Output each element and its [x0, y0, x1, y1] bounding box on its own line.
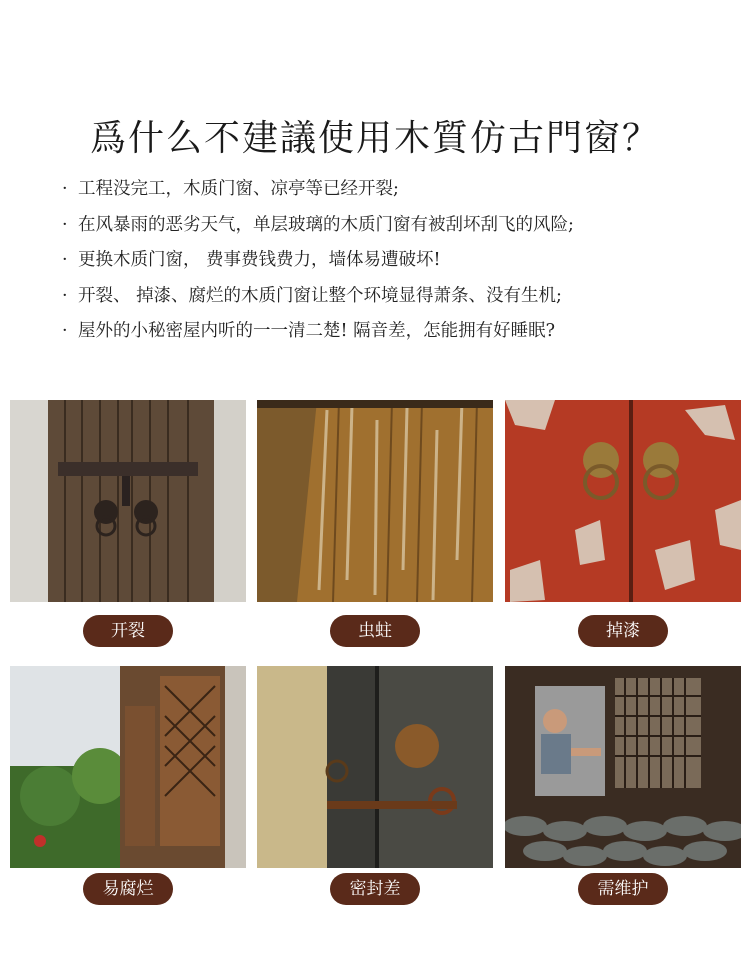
list-item: [62, 243, 722, 279]
label-paint-peeling: 掉漆: [578, 615, 668, 647]
list-item-text: 开裂、 掉漆、腐烂的木质门窗让整个环境显得萧条、没有生机;: [78, 285, 562, 306]
maintenance-window-photo: [505, 666, 741, 868]
poor-seal-door-photo: [257, 666, 493, 868]
bullet-marker: ·: [62, 250, 68, 270]
bullet-marker: ·: [62, 321, 68, 341]
label-rot-prone: 易腐烂: [83, 873, 173, 905]
bullet-marker: ·: [62, 179, 68, 199]
label-insect-damage: 虫蛀: [330, 615, 420, 647]
page-title: 爲什么不建議使用木質仿古門窗？: [89, 118, 660, 160]
rotting-window-photo: [10, 666, 246, 868]
label-poor-seal: 密封差: [330, 873, 420, 905]
list-item-text: 在风暴雨的恶劣天气，单层玻璃的木质门窗有被刮坏刮飞的风险;: [78, 214, 574, 235]
bullet-marker: ·: [62, 285, 68, 306]
list-item: [62, 279, 722, 315]
label-needs-maintenance: 需维护: [578, 873, 668, 905]
peeling-paint-door-photo: [505, 400, 741, 602]
cracked-door-photo: [10, 400, 246, 602]
list-item-text: 屋外的小秘密屋内听的一一清二楚! 隔音差，怎能拥有好睡眠?: [78, 321, 555, 341]
bullet-marker: ·: [62, 214, 68, 235]
list-item-text: 工程没完工，木质门窗、凉亭等已经开裂;: [78, 179, 399, 199]
insect-damaged-wood-photo: [257, 400, 493, 602]
list-item-text: 更换木质门窗， 费事费钱费力，墙体易遭破坏!: [78, 250, 441, 270]
label-cracking: 开裂: [83, 615, 173, 647]
list-item: [62, 314, 722, 350]
problem-list: [62, 172, 722, 350]
list-item: [62, 208, 722, 244]
list-item: [62, 172, 722, 208]
